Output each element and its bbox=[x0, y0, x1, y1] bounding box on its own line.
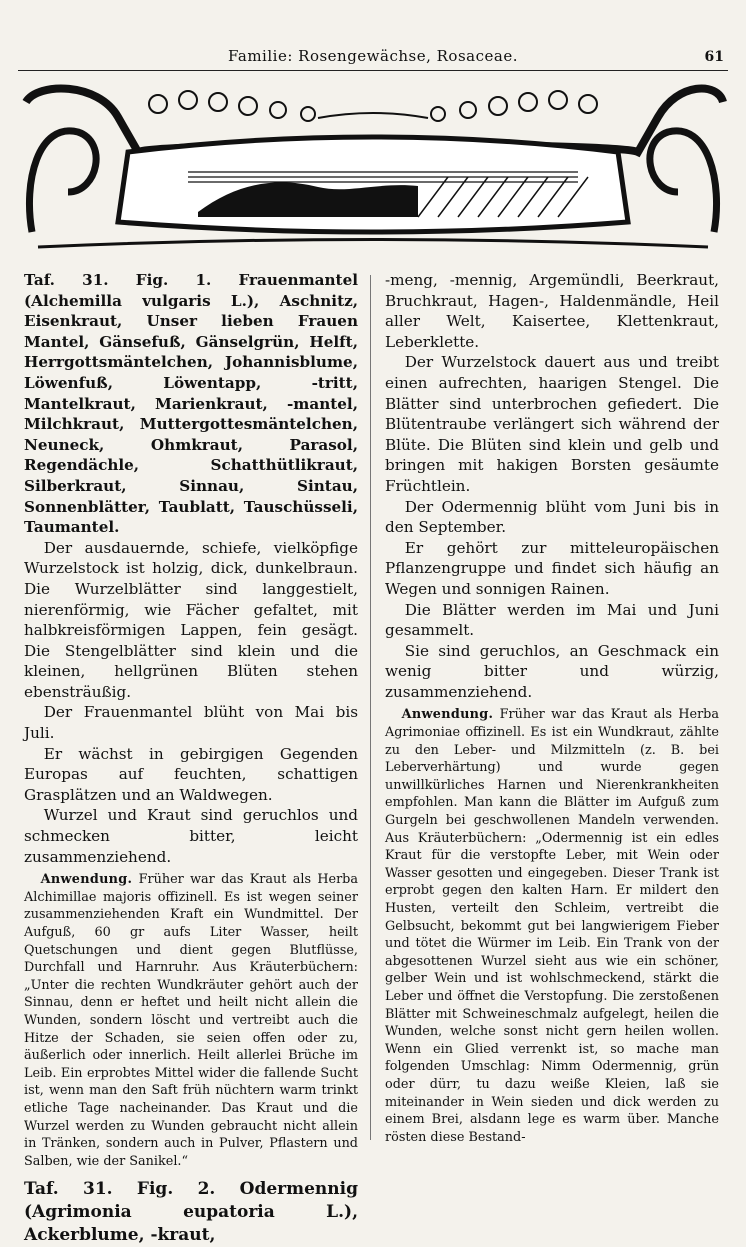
header-rule bbox=[18, 70, 728, 71]
usage-paragraph bbox=[24, 871, 358, 1170]
usage-label: Anwendung. bbox=[40, 872, 133, 888]
paragraph: Der Wurzelstock dauert aus und treibt einen aufrechten, haarigen Stengel. Die Blätter sind unterbrochen gefiedert. Die Blütentraube verlängert sich während der Blüte. Die Blüten sind klein und gelb und bringen mit hakigen Borsten gesäumte Früchtlein. bbox=[385, 353, 719, 495]
entry-odermennig-heading: Taf. 31. Fig. 2. Odermennig (Agrimonia eupatoria L.), Ackerblume, -kraut, bbox=[24, 1179, 358, 1246]
paragraph: Der ausdauernde, schiefe, vielköpfige Wurzelstock ist holzig, dick, dunkelbraun. Die Wurzelblätter sind langgestielt, nierenförmig, wie Fächer gefaltet, mit halbkreisförmigen Lappen, fein gesägt. Die Stengelblätter sind klein und die kleinen, hellgrünen Blüten stehen ebensträußig. bbox=[24, 538, 358, 701]
running-title: Familie: Rosengewächse, Rosaceae. bbox=[228, 47, 518, 65]
paragraph: -meng, -mennig, Argemündli, Beerkraut, Bruchkraut, Hagen-, Haldenmändle, Heil aller Welt, Kaisertee, Klettenkraut, Leberklette. bbox=[385, 271, 719, 351]
usage-label: Anwendung. bbox=[401, 707, 494, 723]
page-number: 61 bbox=[704, 49, 724, 65]
usage-text: Früher war das Kraut als Herba Agrimoniae offizinell. Es ist ein Wundkraut, zählte zu den Leber- und Milzmitteln (z. B. bei Leberverhärtung) und wurde gegen unwillkürliches Harnen und Nierenkrankheiten empfohlen. Man kann die Blätter im Aufguß zum Gurgeln bei geschwollenen Mandeln verwenden. Aus Kräuterbüchern: „Odermennig ist ein edles Kraut für die verstopfte Leber, mit Wein oder Wasser gesotten und eingegeben. Dieser Trank ist erprobt gegen den kalten Harn. Er mildert den Husten, verteilt den Schleim, vertreibt die Gelbsucht, bekommt gut bei langwierigem Fieber und tötet die Würmer im Leib. Ein Trank von der abgesottenen Wurzel sieht aus wie ein schöner, gelber Wein und ist wohlschmeckend, stärkt die Leber und öffnet die Verstopfung. Die zerstoßenen Blätter mit Schweineschmalz aufgelegt, heilen die Wunden, welche sonst nicht gern heilen wollen. Wenn ein Glied verrenkt ist, so mache man folgenden Umschlag: Nimm Odermennig, grün oder dürr, tu dazu weiße Kleien, laß sie miteinander in Wein sieden und dick werden zu einem Brei, alsdann lege es warm über. Manche rösten diese Bestand- bbox=[385, 707, 720, 1145]
left-column bbox=[24, 270, 358, 1247]
paragraph: Er wächst in gebirgigen Gegenden Europas auf feuchten, schattigen Grasplätzen und an Waldwegen. bbox=[24, 744, 358, 804]
column-divider bbox=[370, 275, 371, 1140]
paragraph: Er gehört zur mitteleuropäischen Pflanzengruppe und findet sich häufig an Wegen und sonnigen Rainen. bbox=[385, 538, 719, 598]
entry-frauenmantel-heading: Taf. 31. Fig. 1. Frauenmantel (Alchemilla vulgaris L.), Aschnitz, Eisenkraut, Unser lieben Frauen Mantel, Gänsefuß, Gänselgrün, Helft, Herrgottsmäntelchen, Johannisblume, Löwenfuß, Löwentapp, -tritt, Mantelkraut, Marienkraut, -mantel, Milchkraut, Muttergottesmäntelchen, Neuneck, Ohmkraut, Parasol, Regendächle, Schatthütlikraut, Silberkraut, Sinnau, Sintau, Sonnenblätter, Taublatt, Tauschüsseli, Taumantel. bbox=[24, 271, 358, 537]
paragraph: Sie sind geruchlos, an Geschmack ein wenig bitter und würzig, zusammenziehend. bbox=[385, 641, 719, 701]
paragraph: Der Frauenmantel blüht von Mai bis Juli. bbox=[24, 703, 358, 743]
paragraph: Die Blätter werden im Mai und Juni gesammelt. bbox=[385, 600, 719, 640]
usage-text: Früher war das Kraut als Herba Alchimillae majoris offizinell. Es ist wegen seiner zusammenziehenden Kraft ein Wundmittel. Der Aufguß, 60 gr aufs Liter Wasser, heilt Quetschungen und dient gegen Blutflüsse, Durchfall und Harnruhr. Aus Kräuterbüchern: „Unter die rechten Wundkräuter gehört auch der Sinnau, denn er heftet und heilt nicht allein die Wunden, sondern löscht und vertreibt auch die Hitze der Schaden, sie seien offen oder zu, äußerlich oder innerlich. Heilt allerlei Brüche im Leib. Ein erprobtes Mittel wider die fallende Sucht ist, wenn man den Saft früh nüchtern warm trinkt etliche Tage nacheinander. Das Kraut und die Wurzel werden zu Wunden gebraucht nicht allein in Tränken, sondern auch in Pulver, Pflastern und Salben, wie der Sanikel.“ bbox=[24, 872, 359, 1169]
right-column bbox=[385, 270, 719, 1146]
page-header bbox=[0, 38, 746, 74]
paragraph: Wurzel und Kraut sind geruchlos und schmecken bitter, leicht zusammenziehend. bbox=[24, 806, 358, 866]
paragraph: Der Odermennig blüht vom Juni bis in den September. bbox=[385, 497, 719, 537]
ornamental-landscape-vignette bbox=[18, 82, 728, 257]
usage-paragraph bbox=[385, 706, 719, 1146]
